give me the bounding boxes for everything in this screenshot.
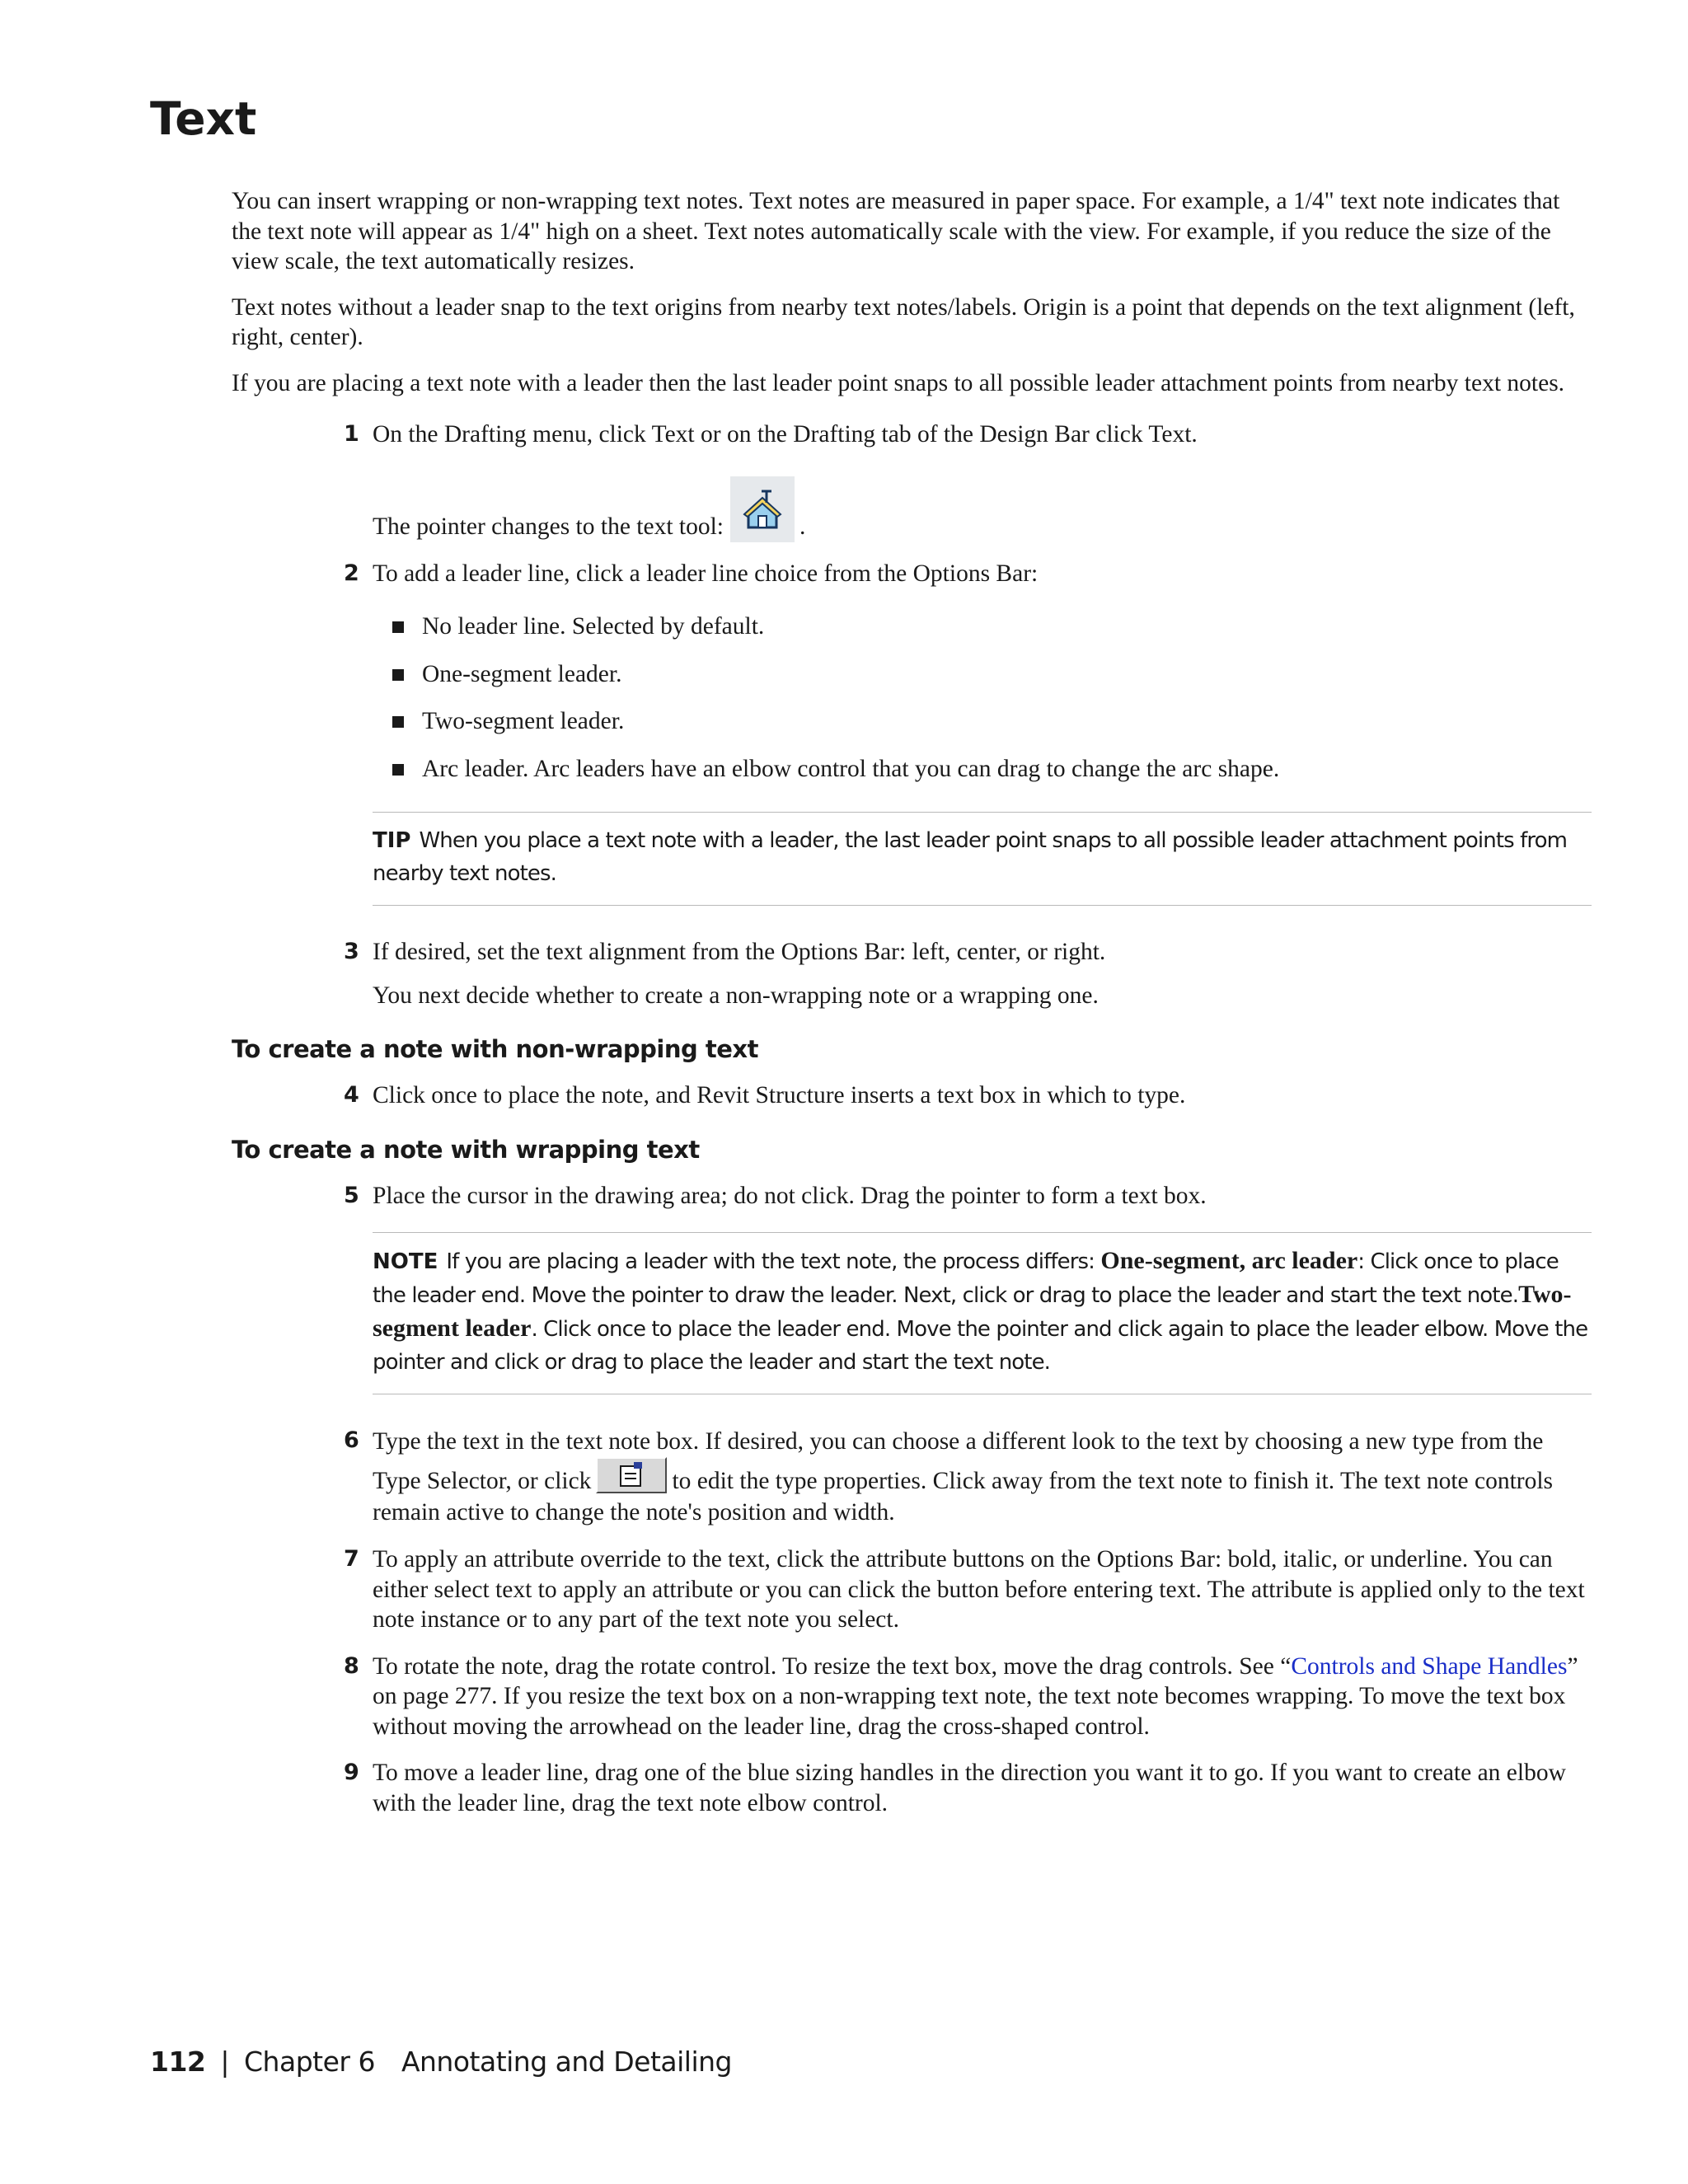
subheading-wrapping: To create a note with wrapping text	[232, 1135, 700, 1164]
list-item-text: Two-segment leader.	[422, 708, 625, 734]
subheading-nonwrapping: To create a note with non-wrapping text	[232, 1035, 758, 1063]
step-text	[373, 1426, 1592, 1528]
step-4	[344, 1080, 1592, 1111]
step-text: On the Drafting menu, click Text or on the Drafting tab of the Design Bar click Text.	[373, 421, 1198, 448]
step-sub	[373, 476, 1592, 542]
step-sub-text: The pointer changes to the text tool:	[373, 513, 724, 540]
page-footer	[150, 2046, 732, 2078]
page-number: 112	[150, 2046, 206, 2078]
step-2	[344, 559, 1592, 785]
tip-callout	[373, 812, 1592, 906]
list-item-text: One-segment leader.	[422, 660, 622, 687]
step-6	[344, 1426, 1592, 1528]
step-number: 8	[344, 1652, 359, 1679]
list-item-text: No leader line. Selected by default.	[422, 613, 765, 640]
bullet-icon	[392, 621, 404, 633]
step-9	[344, 1758, 1592, 1818]
intro-paragraph: If you are placing a text note with a leader then the last leader point snaps to all possible leader attachment points from nearby text notes.	[232, 369, 1565, 396]
step-number: 3	[344, 939, 359, 964]
step-5	[344, 1181, 1592, 1212]
step-text-part: to edit the type properties. Click away from the text note to finish it. The text note controls remain active to change the note's position and width.	[373, 1468, 1554, 1526]
step-text: To add a leader line, click a leader line choice from the Options Bar:	[373, 560, 1039, 587]
step-1	[344, 419, 1592, 542]
step-text-part: To rotate the note, drag the rotate control. To resize the text box, move the drag controls. See “	[373, 1652, 1292, 1680]
step-text-part: Type the text in the text note box. If desired, you can choose a different look to the text by choosing a new type from the Type Selector, or click	[373, 1428, 1544, 1494]
chapter-title: Annotating and Detailing	[401, 2046, 732, 2078]
step-text: To apply an attribute override to the text, click the attribute buttons on the Options Bar: bold, italic, or underline. You can either select text to apply an attribute or you can click the button before entering text. The attribute is applied only to the text note instance or to any part of the text note you select.	[373, 1546, 1585, 1633]
step-text: Place the cursor in the drawing area; do not click. Drag the pointer to form a text box.	[373, 1182, 1207, 1209]
intro-paragraph: Text notes without a leader snap to the text origins from nearby text notes/labels. Origin is a point that depends on the text alignment (left, right, center).	[232, 293, 1575, 350]
list-item	[373, 754, 1592, 785]
list-item	[373, 612, 1592, 642]
step-number: 4	[344, 1082, 359, 1108]
step-3	[344, 937, 1592, 1010]
list-item	[373, 706, 1592, 737]
footer-separator: |	[220, 2046, 230, 2078]
note-text: : Click once to place the leader end. Move the pointer to draw the leader. Next, click or drag to place the leader and start the text note.	[373, 1249, 1559, 1308]
step-sub-text: You next decide whether to create a non-wrapping note or a wrapping one.	[373, 982, 1099, 1009]
step-number: 7	[344, 1546, 359, 1572]
step-sub-end: .	[799, 513, 806, 540]
step-number: 1	[344, 421, 359, 447]
bullet-icon	[392, 764, 404, 776]
note-text: . Click once to place the leader end. Move the pointer and click again to place the leader elbow. Move the pointer and click or drag to place the leader and start the text note.	[373, 1317, 1588, 1375]
step-number: 2	[344, 560, 359, 586]
bullet-icon	[392, 716, 404, 728]
step-text: If desired, set the text alignment from the Options Bar: left, center, or right.	[373, 939, 1106, 965]
step-text: Click once to place the note, and Revit Structure inserts a text box in which to type.	[373, 1082, 1186, 1108]
leader-options-list	[373, 612, 1592, 784]
chapter-label: Chapter 6	[244, 2046, 375, 2078]
step-8	[344, 1652, 1592, 1742]
type-properties-icon	[596, 1457, 667, 1493]
text-tool-icon	[730, 476, 795, 542]
step-text	[373, 1652, 1592, 1742]
step-number: 5	[344, 1182, 359, 1208]
list-item-text: Arc leader. Arc leaders have an elbow control that you can drag to change the arc shape.	[422, 755, 1280, 782]
step-number: 9	[344, 1760, 359, 1785]
note-bold-term: One-segment, arc leader	[1100, 1247, 1358, 1274]
tip-text: When you place a text note with a leader, the last leader point snaps to all possible leader attachment points from nearby text notes.	[373, 828, 1568, 886]
note-callout	[373, 1232, 1592, 1394]
controls-shape-handles-link[interactable]: Controls and Shape Handles	[1291, 1652, 1568, 1680]
note-bold-term: Two-segment leader	[373, 1281, 1572, 1342]
note-text: If you are placing a leader with the text note, the process differs:	[446, 1249, 1095, 1274]
bullet-icon	[392, 669, 404, 681]
step-number: 6	[344, 1427, 359, 1453]
intro-paragraph: You can insert wrapping or non-wrapping text notes. Text notes are measured in paper space. For example, a 1/4" text note indicates that the text note will appear as 1/4" high on a sheet. Text notes automatically scale with the view. For example, if you reduce the size of the view scale, the text automatically resizes.	[232, 188, 1560, 274]
page-title: Text	[150, 92, 257, 145]
page-content	[232, 186, 1592, 1835]
note-label: NOTE	[373, 1249, 438, 1274]
tip-label: TIP	[373, 828, 411, 853]
step-text: To move a leader line, drag one of the blue sizing handles in the direction you want it to go. If you want to create an elbow with the leader line, drag the text note elbow control.	[373, 1760, 1566, 1816]
step-text-part: ” on page 277. If you resize the text box on a non-wrapping text note, the text note becomes wrapping. To move the text box without moving the arrowhead on the leader line, drag the cross-shaped control.	[373, 1652, 1578, 1740]
list-item	[373, 659, 1592, 690]
step-7	[344, 1544, 1592, 1635]
